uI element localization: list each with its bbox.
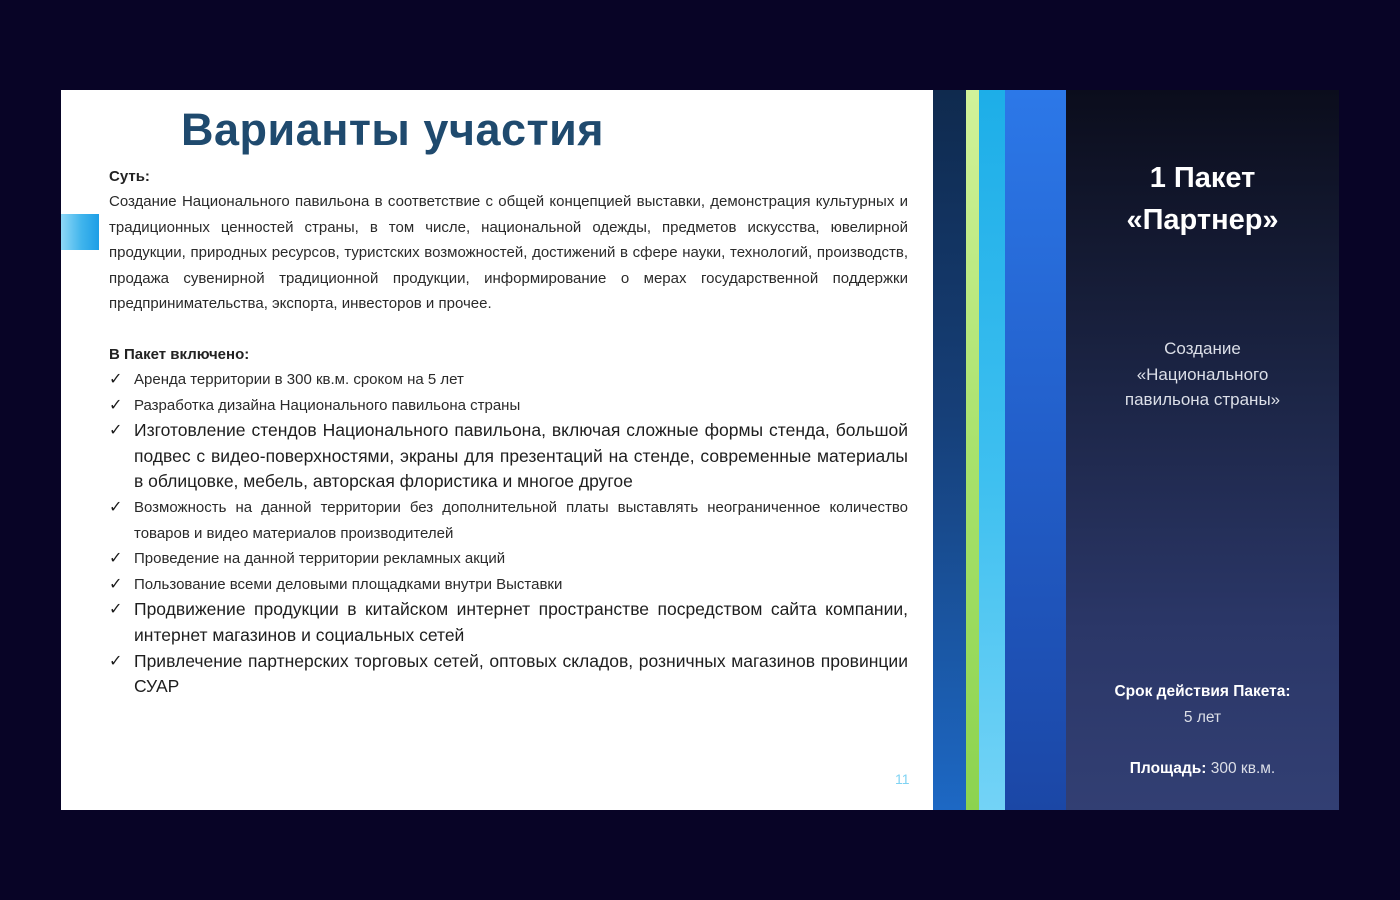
package-description-line: «Национального	[1136, 364, 1269, 384]
accent-square	[61, 214, 99, 250]
stripe-navy	[933, 90, 966, 810]
package-title	[1066, 157, 1339, 241]
slide-title: Варианты участия	[181, 104, 605, 155]
list-item-text: Продвижение продукции в китайском интернет пространстве посредством сайта компании, интернет магазинов и социальных сетей	[134, 599, 908, 645]
check-icon: ✓	[109, 370, 123, 388]
list-item	[109, 597, 908, 648]
package-title-line: «Партнер»	[1126, 204, 1279, 236]
essence-label: Суть:	[109, 168, 150, 185]
check-icon: ✓	[109, 652, 123, 670]
essence-text: Создание Национального павильона в соответствие с общей концепцией выставки, демонстрация культурных и традиционных ценностей страны, в том числе, национальной одежды, предметов искусства, ювелирной продукции, природных ресурсов, туристских возможностей, достижений в сфере науки, технологий, производств, продажа сувенирной традиционной продукции, информирование о мерах государственной поддержки предпринимательства, экспорта, инвесторов и прочее.	[109, 193, 908, 313]
content-panel	[61, 90, 933, 810]
package-description	[1066, 336, 1339, 413]
list-item	[109, 418, 908, 495]
list-item	[109, 546, 908, 572]
list-item	[109, 572, 908, 598]
included-label: В Пакет включено:	[109, 345, 250, 363]
stripe-blue	[1005, 90, 1066, 810]
package-title-line: 1 Пакет	[1149, 162, 1256, 194]
slide-content	[109, 164, 908, 700]
list-item	[109, 367, 908, 393]
stripe-green	[966, 90, 979, 810]
check-icon: ✓	[109, 601, 123, 619]
list-item	[109, 649, 908, 700]
package-area	[1066, 756, 1339, 782]
presentation-slide	[61, 90, 1339, 810]
list-item-text: Разработка дизайна Национального павильона страны	[134, 396, 521, 414]
list-item	[109, 495, 908, 546]
check-icon: ✓	[109, 422, 123, 440]
included-list	[109, 367, 908, 700]
area-label: Площадь:	[1129, 760, 1207, 777]
validity-value: 5 лет	[1183, 708, 1222, 726]
package-description-line: Создание	[1164, 339, 1241, 358]
area-value: 300 кв.м.	[1210, 760, 1276, 777]
list-item-text: Аренда территории в 300 кв.м. сроком на 5 лет	[134, 370, 464, 388]
list-item-text: Изготовление стендов Национального павильона, включая сложные формы стенда, большой подвес с видео-поверхностями, экраны для презентаций на стенде, современные материалы в облицовке, мебель, авторская флористика и многое другое	[134, 420, 908, 492]
list-item-text: Пользование всеми деловыми площадками внутри Выставки	[134, 575, 563, 593]
validity-label: Срок действия Пакета:	[1114, 683, 1291, 700]
list-item-text: Проведение на данной территории рекламных акций	[134, 550, 506, 568]
check-icon: ✓	[109, 396, 123, 414]
list-item-text: Привлечение партнерских торговых сетей, оптовых складов, розничных магазинов провинции СУАР	[134, 650, 908, 697]
package-description-line: павильона страны»	[1124, 390, 1281, 410]
page-number: 11	[895, 771, 910, 787]
check-icon: ✓	[109, 498, 123, 516]
list-item	[109, 393, 908, 419]
stripe-cyan	[979, 90, 1005, 810]
decorative-stripes	[933, 90, 1066, 810]
list-item-text: Возможность на данной территории без дополнительной платы выставлять неограниченное количество товаров и видео материалов производителей	[134, 498, 908, 542]
check-icon: ✓	[109, 575, 123, 593]
package-validity	[1066, 679, 1339, 730]
check-icon: ✓	[109, 550, 123, 568]
spacer	[109, 317, 908, 342]
package-panel	[1066, 90, 1339, 810]
